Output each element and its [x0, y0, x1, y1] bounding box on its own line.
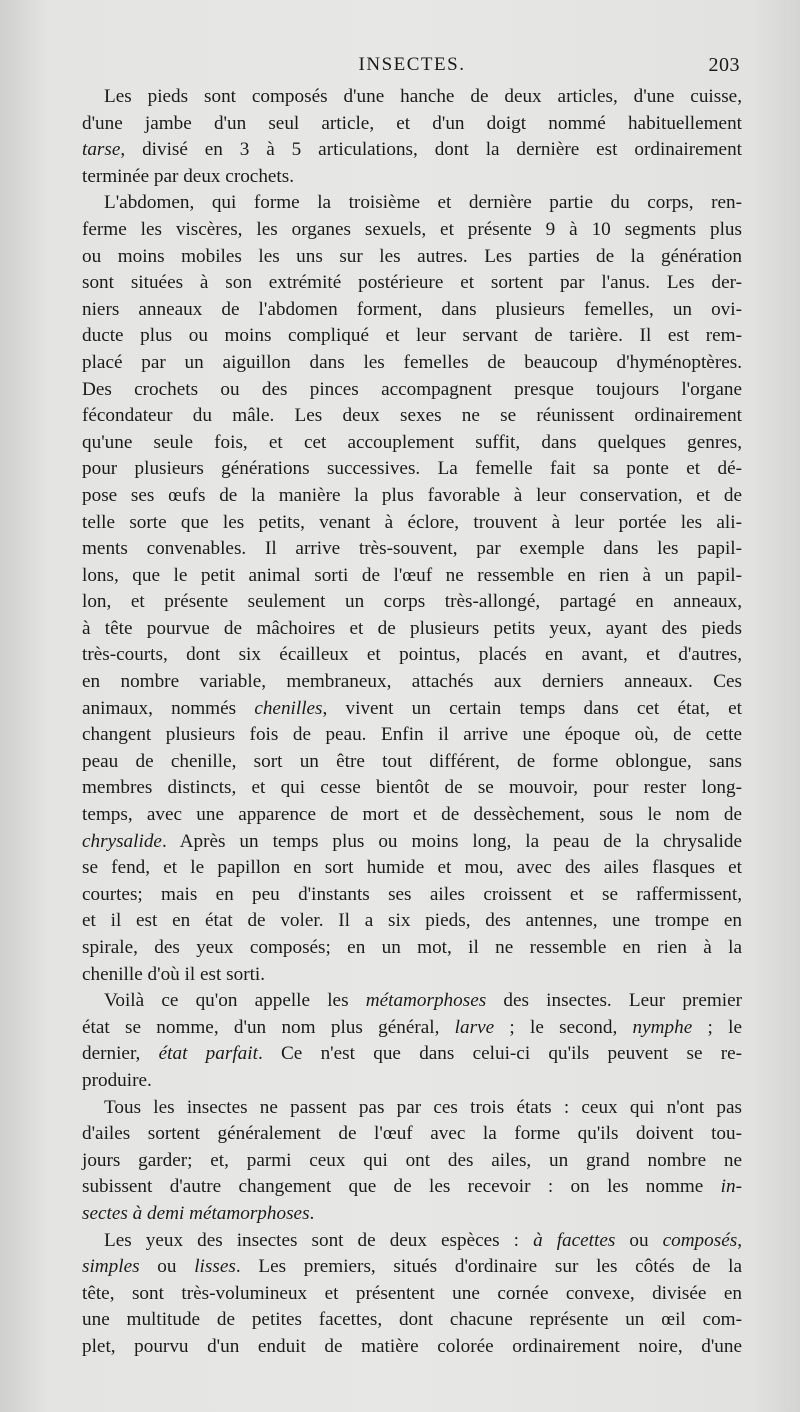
text-line — [82, 1015, 742, 1042]
text-line: telle sorte que les petits, venant à éclore, trouvent à leur portée les ali- — [82, 511, 742, 533]
text-segment: . — [309, 1202, 315, 1224]
text-line — [82, 1041, 742, 1068]
italic-term: simples — [82, 1256, 140, 1278]
text-segment: . Les premiers, situés d'ordinaire sur les côtés de la — [235, 1256, 742, 1278]
text-line: tête, sont très-volumineux et présentent une cornée convexe, divisée en — [82, 1282, 742, 1304]
text-line: jours garder; et, parmi ceux qui ont des ailes, un grand nombre ne — [82, 1149, 742, 1171]
text-segment: subissent d'autre changement que de les recevoir : on les nomme — [82, 1176, 721, 1198]
text-line: spirale, des yeux composés; en un mot, il ne ressemble en rien à la — [82, 937, 742, 958]
text-line: Tous les insectes ne passent pas par ces trois états : ceux qui n'ont pas — [104, 1096, 742, 1118]
italic-term: état parfait — [158, 1043, 258, 1065]
text-line: en nombre variable, membraneux, attachés aux derniers anneaux. Ces — [82, 671, 742, 693]
text-line — [82, 1174, 742, 1201]
italic-term: chenilles — [254, 697, 323, 719]
italic-term: à facettes — [533, 1229, 616, 1251]
text-line: une multitude de petites facettes, dont chacune représente un œil com- — [82, 1309, 742, 1331]
italic-term: métamorphoses — [365, 990, 487, 1012]
text-line: fécondateur du mâle. Les deux sexes ne se réunissent ordinairement — [82, 405, 742, 427]
text-line — [82, 137, 742, 164]
text-line — [82, 1254, 742, 1281]
text-line: peau de chenille, sort un être tout différent, de forme oblongue, sans — [82, 750, 742, 772]
text-line: chenille d'où il est sorti. — [82, 963, 266, 985]
page-header — [84, 54, 740, 84]
text-line: ducte plus ou moins compliqué et leur servant de tarière. Il est rem- — [82, 325, 742, 347]
text-line: ments convenables. Il arrive très-souvent, par exemple dans les papil- — [82, 538, 742, 560]
text-line: qu'une seule fois, et cet accouplement suffit, dans quelques genres, — [82, 431, 742, 453]
text-segment: , vivent un certain temps dans cet état, et — [322, 697, 743, 719]
italic-term: in- — [720, 1176, 742, 1198]
text-segment: . Ce n'est que dans celui-ci qu'ils peuvent se re- — [257, 1043, 743, 1065]
body-text — [82, 84, 742, 1361]
text-line: courtes; mais en peu d'instants ses ailes croissent et se raffermissent, — [82, 883, 742, 905]
page-number: 203 — [708, 54, 740, 76]
text-line: sont situées à son extrémité postérieure et sortent par l'anus. Les der- — [82, 272, 742, 294]
text-segment: ; le — [692, 1016, 742, 1038]
italic-term: larve — [454, 1016, 495, 1038]
text-line: membres distincts, et qui cesse bientôt de se mouvoir, pour rester long- — [82, 777, 742, 799]
text-line: lons, que le petit animal sorti de l'œuf ne ressemble en rien à un papil- — [82, 564, 742, 586]
text-line: très-courts, dont six écailleux et pointus, placés en avant, et d'autres, — [82, 644, 742, 666]
text-line: se fend, et le papillon en sort humide et mou, avec des ailes flasques et — [82, 857, 742, 879]
text-segment: Les yeux des insectes sont de deux espèces : — [104, 1229, 534, 1251]
text-line: produire. — [82, 1069, 152, 1091]
italic-term: tarse — [82, 139, 121, 161]
text-line: placé par un aiguillon dans les femelles de beaucoup d'hyménoptères. — [82, 351, 742, 373]
text-segment: Voilà ce qu'on appelle les — [104, 990, 366, 1012]
text-line: pose ses œufs de la manière la plus favorable à leur conservation, et de — [82, 484, 742, 506]
text-segment: état se nomme, d'un nom plus général, — [82, 1016, 455, 1038]
text-line — [82, 1201, 742, 1228]
text-line — [82, 696, 742, 723]
text-line: ferme les viscères, les organes sexuels, et présente 9 à 10 segments plus — [82, 218, 742, 240]
text-segment: ou — [615, 1229, 663, 1251]
text-line: ou moins mobiles les uns sur les autres. Les parties de la génération — [82, 245, 742, 267]
text-line: plet, pourvu d'un enduit de matière colorée ordinairement noire, d'une — [82, 1335, 742, 1357]
text-segment: animaux, nommés — [82, 697, 255, 719]
text-line: terminée par deux crochets. — [82, 165, 295, 187]
text-line: changent plusieurs fois de peau. Enfin il arrive une époque où, de cette — [82, 724, 742, 746]
text-line — [82, 829, 742, 856]
italic-term: lisses — [194, 1256, 236, 1278]
text-line: temps, avec une apparence de mort et de dessèchement, sous le nom de — [82, 804, 742, 826]
italic-term: nymphe — [632, 1016, 693, 1038]
text-line — [82, 988, 742, 1015]
italic-term: sectes à demi métamorphoses — [82, 1202, 310, 1224]
text-line: pour plusieurs générations successives. La femelle fait sa ponte et dé- — [82, 458, 742, 480]
text-segment: dernier, — [82, 1043, 159, 1065]
text-line: Des crochets ou des pinces accompagnent presque toujours l'organe — [82, 378, 742, 400]
text-line: d'une jambe d'un seul article, et d'un doigt nommé habituellement — [82, 112, 742, 134]
text-line: L'abdomen, qui forme la troisième et dernière partie du corps, ren- — [104, 192, 742, 214]
text-segment: des insectes. Leur premier — [486, 990, 743, 1012]
italic-term: composés — [662, 1229, 738, 1251]
text-line: niers anneaux de l'abdomen forment, dans plusieurs femelles, un ovi- — [82, 298, 742, 320]
text-line: d'ailes sortent généralement de l'œuf avec la forme qu'ils doivent tou- — [82, 1123, 742, 1145]
text-segment: ; le second, — [494, 1016, 633, 1038]
text-segment: . Après un temps plus ou moins long, la peau de la chrysalide — [161, 830, 742, 852]
text-line: Les pieds sont composés d'une hanche de deux articles, d'une cuisse, — [104, 86, 742, 107]
text-line: et il est en état de voler. Il a six pieds, des antennes, une trompe en — [82, 910, 742, 932]
running-head: INSECTES. — [358, 54, 466, 75]
text-line — [82, 1228, 742, 1255]
text-segment: , divisé en 3 à 5 articulations, dont la dernière est ordinairement — [120, 139, 742, 161]
text-segment: ou — [139, 1256, 195, 1278]
italic-term: chrysalide — [82, 830, 162, 852]
text-line: à tête pourvue de mâchoires et de plusieurs petits yeux, ayant des pieds — [82, 617, 742, 639]
text-segment: , — [737, 1229, 742, 1251]
text-line: lon, et présente seulement un corps très-allongé, partagé en anneaux, — [82, 591, 742, 613]
